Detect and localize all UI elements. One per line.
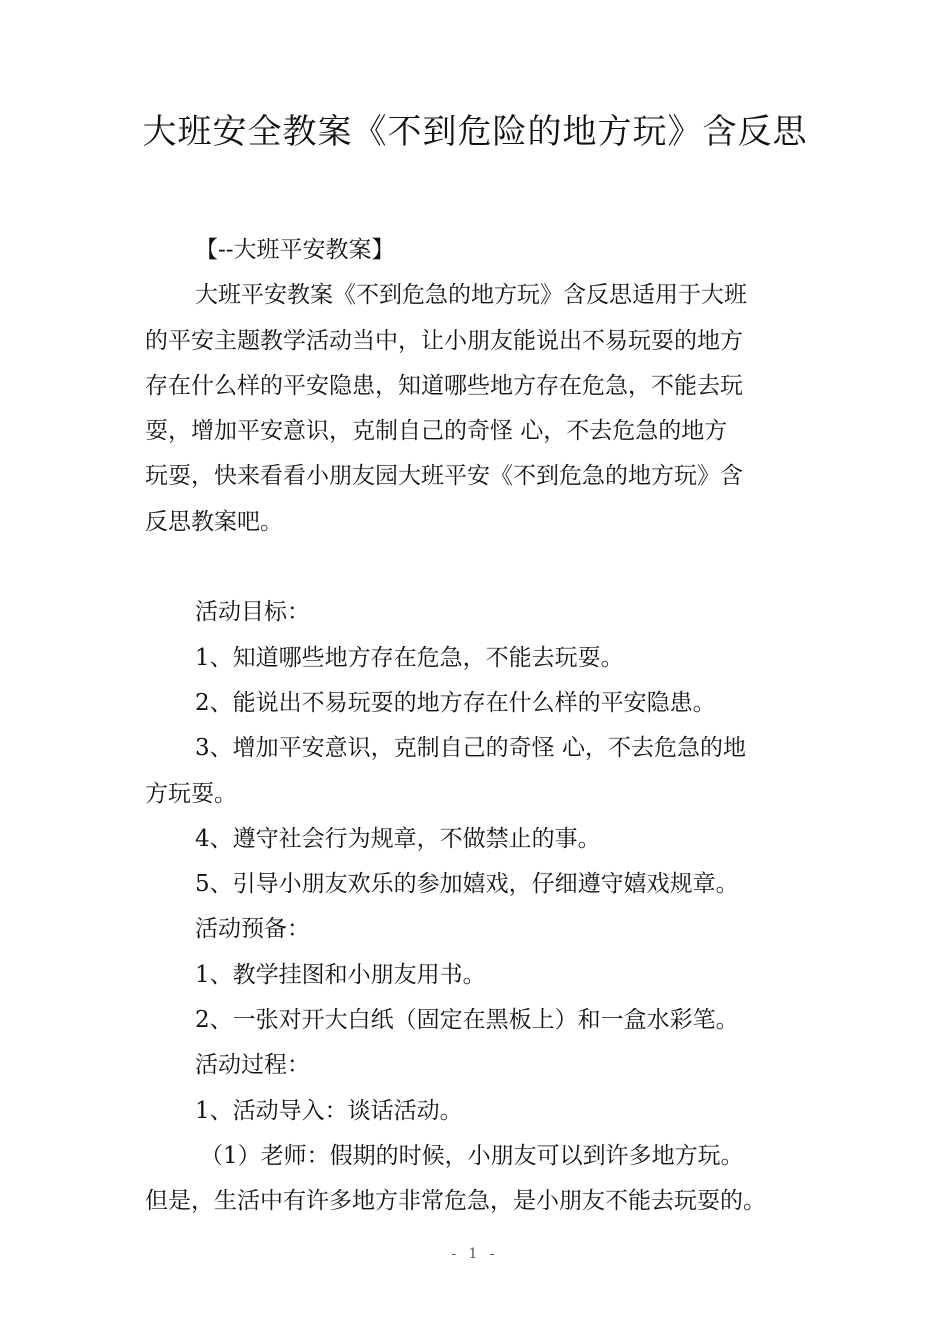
process-item: （1）老师：假期的时候，小朋友可以到许多地方玩。 [200,1142,744,1169]
process-item: 1、活动导入：谈话活动。 [195,1097,463,1124]
process-heading: 活动过程： [195,1052,310,1079]
goal-item: 4、遵守社会行为规章，不做禁止的事。 [195,825,601,852]
prep-item: 2、一张对开大白纸（固定在黑板上）和一盒水彩笔。 [195,1007,739,1034]
category-tag: 【--大班平安教案】 [195,237,395,263]
goals-heading: 活动目标： [195,599,310,626]
process-item-continuation: 但是，生活中有许多地方非常危急，是小朋友不能去玩耍的。 [145,1188,766,1215]
intro-line: 大班平安教案《不到危急的地方玩》含反思适用于大班 [195,282,747,309]
intro-line: 存在什么样的平安隐患，知道哪些地方存在危急，不能去玩 [145,372,743,399]
document-title: 大班安全教案《不到危险的地方玩》含反思 [142,112,808,152]
goal-item: 2、能说出不易玩耍的地方存在什么样的平安隐患。 [195,689,716,716]
prep-heading: 活动预备： [195,916,310,943]
document-body [145,228,815,1225]
goal-item-continuation: 方玩耍。 [145,780,237,807]
intro-line: 耍，增加平安意识，克制自己的奇怪 心，不去危急的地方 [145,418,728,445]
goal-item: 1、知道哪些地方存在危急，不能去玩耍。 [195,644,624,671]
intro-line: 玩耍，快来看看小朋友园大班平安《不到危急的地方玩》含 [145,463,743,490]
prep-item: 1、教学挂图和小朋友用书。 [195,961,486,988]
spacer [145,545,815,590]
page-number: - 1 - [451,1246,499,1262]
goal-item: 5、引导小朋友欢乐的参加嬉戏，仔细遵守嬉戏规章。 [195,871,739,898]
intro-line: 反思教案吧。 [145,508,283,535]
goal-item: 3、增加平安意识，克制自己的奇怪 心，不去危急的地 [195,735,746,762]
intro-line: 的平安主题教学活动当中，让小朋友能说出不易玩耍的地方 [145,327,743,354]
